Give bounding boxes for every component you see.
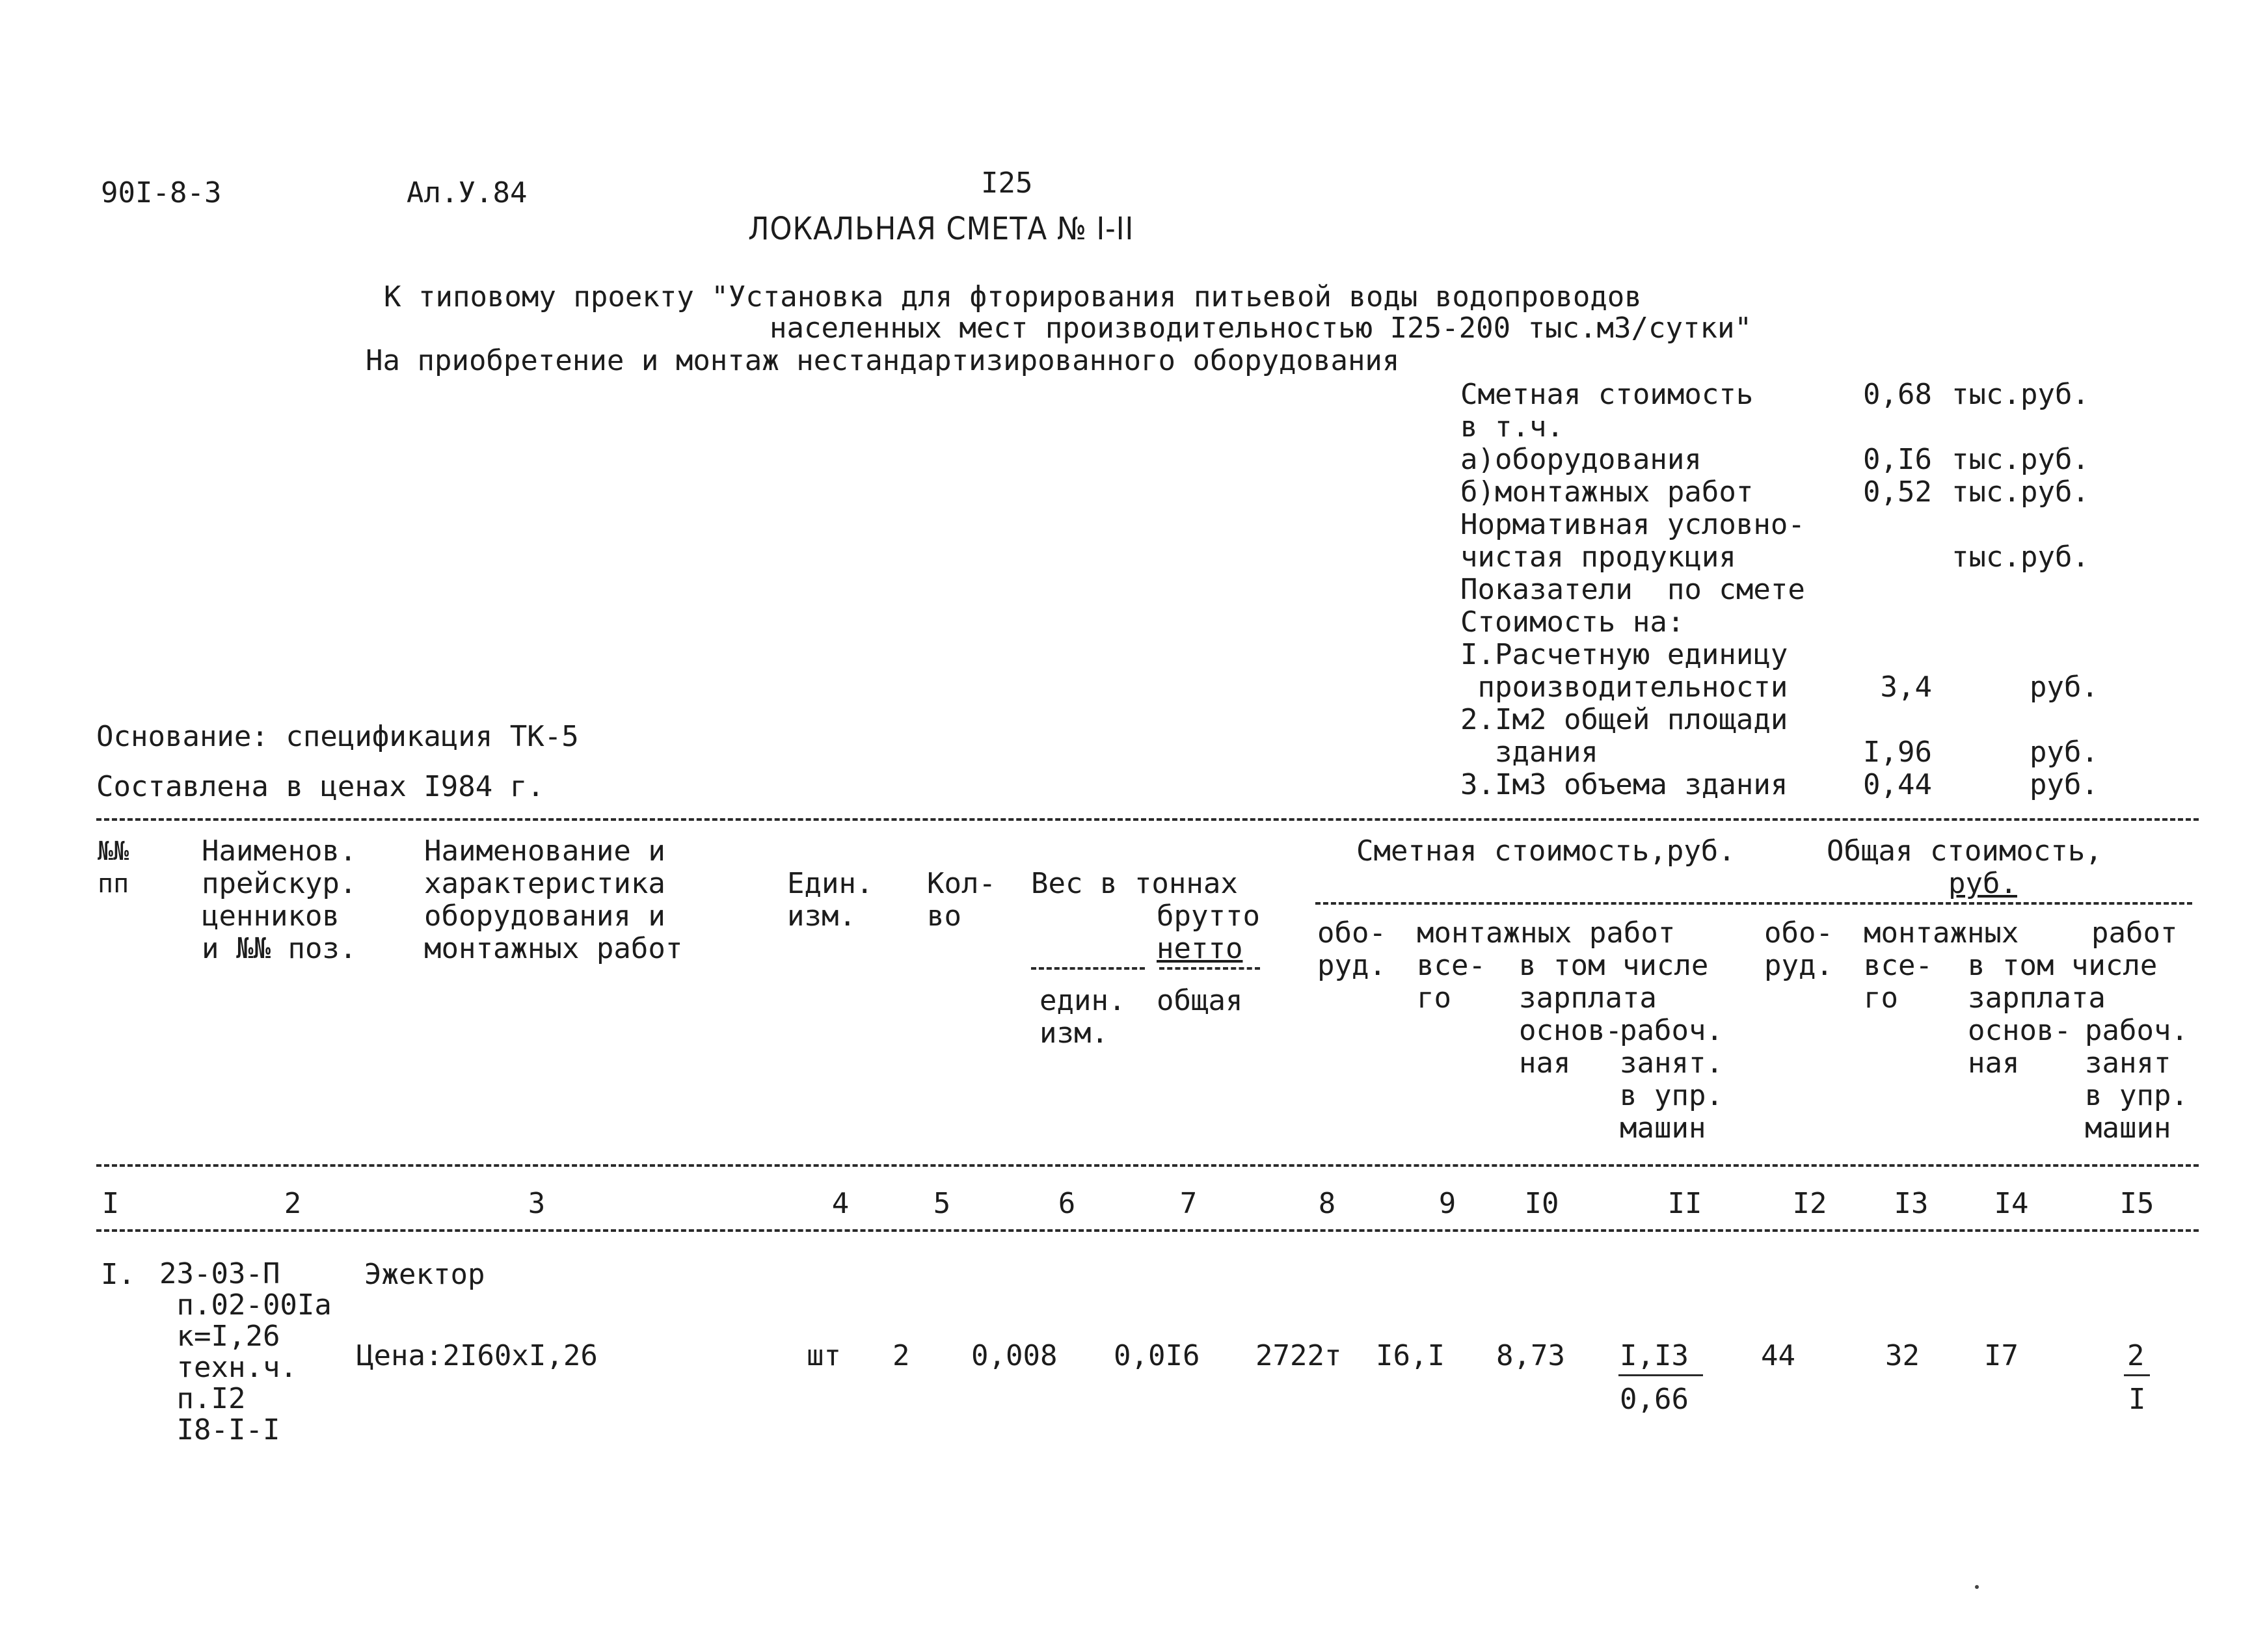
row-equip-total: 44	[1761, 1339, 1795, 1372]
row-machine-2: 2	[2127, 1339, 2145, 1372]
col-number: I4	[1994, 1187, 2029, 1220]
header-weight: Вес в тоннах	[1031, 867, 1238, 900]
row-wages: 8,73	[1496, 1339, 1565, 1372]
summary-value: 0,52	[1863, 475, 1932, 509]
header-installation: монтажных работ	[1417, 916, 1676, 950]
header-machine: рабоч. занят. в упр. машин	[1620, 1014, 1723, 1145]
header-install-total-2: все- го	[1864, 949, 1933, 1015]
summary-value: I,96	[1863, 736, 1932, 769]
header-qty: Кол- во	[927, 867, 996, 933]
summary-label: чистая продукция	[1460, 540, 1736, 574]
summary-label: 2.Iм2 общей площади	[1460, 703, 1788, 736]
summary-value: 3,4	[1880, 671, 1932, 704]
header-wages-2: зарплата основ- ная	[1968, 981, 2106, 1080]
summary-unit: тыс.руб.	[1952, 443, 2089, 476]
row-machine-sub: 0,66	[1620, 1383, 1689, 1416]
summary-value: 0,44	[1863, 768, 1932, 801]
header-weight-total: общая	[1157, 984, 1243, 1017]
subtitle-line-2: населенных мест производительностью I25-200 тыс.м3/сутки"	[770, 312, 1752, 345]
summary-unit: руб.	[2030, 671, 2099, 704]
header-bottom-rule	[96, 1164, 2199, 1167]
album-code: Ал.У.84	[407, 176, 528, 209]
summary-label: б)монтажных работ	[1460, 475, 1754, 509]
summary-value: 0,I6	[1863, 443, 1932, 476]
col-number: 8	[1318, 1187, 1336, 1220]
doc-code: 90I-8-3	[101, 176, 222, 209]
page-number: I25	[981, 167, 1033, 200]
header-brutto: брутто	[1157, 899, 1260, 933]
col-number: 9	[1438, 1187, 1456, 1220]
summary-value: 0,68	[1863, 378, 1932, 411]
scan-speck	[1975, 1585, 1979, 1589]
row-machine-fraction-bar	[1618, 1374, 1703, 1376]
basis-line: Основание: спецификация ТК-5	[96, 720, 579, 753]
row-machine-2-sub: I	[2128, 1383, 2146, 1416]
summary-unit: руб.	[2030, 768, 2099, 801]
subtitle-line-3: На приобретение и монтаж нестандартизированного оборудования	[366, 344, 1400, 377]
netto-divider	[1159, 967, 1260, 970]
header-install-total: все- го	[1417, 949, 1486, 1015]
table-top-rule	[96, 818, 2199, 821]
page-title: ЛОКАЛЬНАЯ СМЕТА № I-II	[748, 211, 1134, 247]
summary-unit: руб.	[2030, 736, 2099, 769]
row-equip: 2722т	[1255, 1339, 1342, 1372]
price-base-line: Составлена в ценах I984 г.	[96, 770, 544, 803]
header-equip: обо- руд.	[1317, 916, 1386, 982]
row-qty: 2	[892, 1339, 910, 1372]
col-number: I5	[2119, 1187, 2154, 1220]
row-pos: I.	[101, 1258, 135, 1291]
header-unit: Един. изм.	[787, 867, 874, 933]
header-wages: зарплата основ- ная	[1519, 981, 1657, 1080]
summary-unit: тыс.руб.	[1952, 378, 2089, 411]
header-name: Наименование и характеристика оборудования и монтажных работ	[424, 834, 683, 965]
row-price-ref: 23-03-П п.02-00Iа к=I,26 техн.ч. п.I2 I8-I-I	[159, 1257, 332, 1446]
col-number: I	[101, 1187, 120, 1220]
row-machine: I,I3	[1620, 1339, 1689, 1372]
group-divider	[1315, 902, 2192, 905]
summary-unit: тыс.руб.	[1952, 475, 2089, 509]
subtitle-line-1: К типовому проекту "Установка для фторирования питьевой воды водопроводов	[384, 280, 1642, 313]
summary-label: 3.Iм3 объема здания	[1460, 768, 1788, 801]
col-number: II	[1667, 1187, 1702, 1220]
header-pos-no: №№ пп	[98, 836, 129, 899]
summary-label: Показатели по смете	[1460, 573, 1805, 606]
header-total-group: Общая стоимость,	[1827, 834, 2102, 868]
summary-label: I.Расчетную единицу	[1460, 638, 1788, 671]
col-number-rule	[96, 1229, 2199, 1232]
header-machine-2: рабоч. занят в упр. машин	[2085, 1014, 2188, 1145]
summary-label: здания	[1460, 736, 1598, 769]
col-number: I0	[1524, 1187, 1559, 1220]
header-incl: в том числе	[1519, 949, 1709, 982]
col-number: 3	[528, 1187, 546, 1220]
header-equip-2: обо- руд.	[1764, 916, 1833, 982]
summary-label: Нормативная условно-	[1460, 508, 1805, 541]
col-number: 7	[1179, 1187, 1198, 1220]
header-total-group-rub: руб.	[1948, 867, 2017, 900]
row-weight-unit: 0,008	[971, 1339, 1058, 1372]
summary-label: Сметная стоимость	[1460, 378, 1754, 411]
summary-label: а)оборудования	[1460, 443, 1702, 476]
col-number: 2	[284, 1187, 302, 1220]
row-install-total: I6,I	[1376, 1339, 1445, 1372]
header-price-ref: Наименов. прейскур. ценников и №№ поз.	[202, 834, 357, 965]
row-machine-2-fraction-bar	[2124, 1374, 2150, 1376]
summary-label: производительности	[1460, 671, 1788, 704]
summary-label: в т.ч.	[1460, 410, 1564, 444]
header-netto: нетто	[1157, 932, 1243, 965]
header-estimated-group: Сметная стоимость,руб.	[1356, 834, 1736, 868]
header-installation-2: монтажных	[1864, 916, 2019, 950]
summary-label: Стоимость на:	[1460, 606, 1685, 639]
row-unit: шт	[807, 1339, 841, 1372]
header-weight-unit: един. изм.	[1040, 984, 1126, 1050]
col-number: 5	[933, 1187, 951, 1220]
col-number: I3	[1894, 1187, 1929, 1220]
row-name: Эжектор	[364, 1258, 485, 1291]
col-number: 6	[1058, 1187, 1076, 1220]
summary-unit: тыс.руб.	[1952, 540, 2089, 574]
row-install-total-2: 32	[1885, 1339, 1920, 1372]
header-incl-2: в том числе	[1968, 949, 2158, 982]
row-price-note: Цена:2I60хI,26	[356, 1339, 598, 1372]
row-wages-2: I7	[1984, 1339, 2019, 1372]
row-weight-total: 0,0I6	[1114, 1339, 1200, 1372]
weight-divider	[1031, 967, 1145, 970]
header-works-2: работ	[2091, 916, 2178, 950]
col-number: 4	[831, 1187, 850, 1220]
col-number: I2	[1792, 1187, 1827, 1220]
